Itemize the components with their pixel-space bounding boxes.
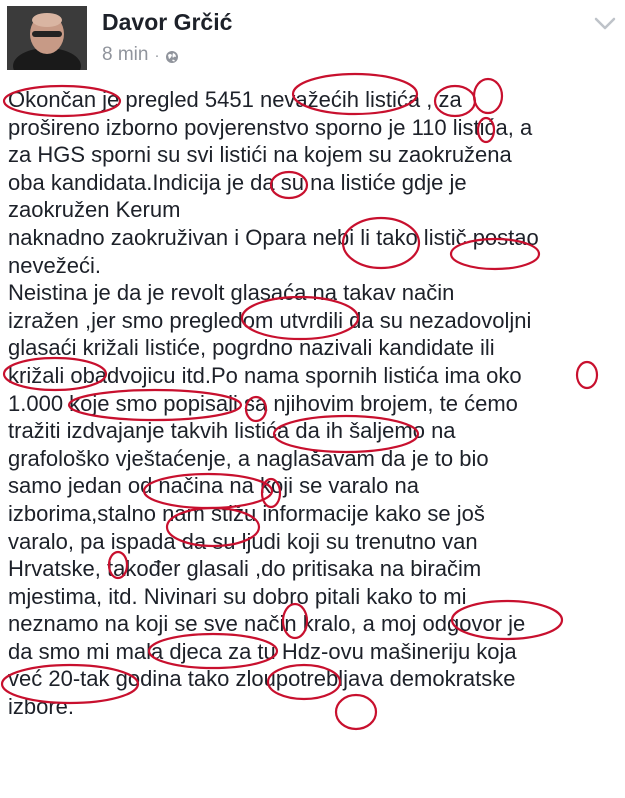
post-line: zaokružen Kerum <box>8 197 181 223</box>
post-line: Okončan je pregled 5451 nevažećih listića , za <box>8 87 462 112</box>
post-line: za HGS sporni su svi listići na kojem su zaokružena <box>8 142 512 168</box>
post-line: samo jedan od načina na koji se varalo na <box>8 473 419 499</box>
post-line: da smo mi mala djeca za tu Hdz-ovu mašineriju koja <box>8 638 517 664</box>
post-line: izražen ,jer smo pregledom utvrdili da su nezadovoljni <box>8 307 532 333</box>
post-line: prošireno izborno povjerenstvo sporno je 110 listića, a <box>8 114 533 140</box>
author-name[interactable]: Davor Grčić <box>102 9 233 35</box>
globe-icon[interactable] <box>165 48 179 62</box>
post-line: već 20-tak godina tako zloupotrebljava demokratske <box>8 666 516 692</box>
post-line: varalo, pa ispada da su ljudi koji su trenutno van <box>8 528 478 554</box>
post-line: glasaći križali listiće, pogrdno nazivali kandidate ili <box>8 335 495 361</box>
post-line: mjestima, itd. Nivinari su dobro pitali kako to mi <box>8 583 467 609</box>
post-line: Hrvatske, također glasali ,do pritisaka na biračim <box>8 556 482 582</box>
post-line: Neistina je da je revolt glasaća na takav način <box>8 280 455 306</box>
post-line: križali obadvojicu itd.Po nama spornih listića ima oko <box>8 362 522 388</box>
post-body <box>8 86 620 721</box>
post-line: izborima,stalno nam stižu informacije kako se još <box>8 500 485 526</box>
post-line: grafološko vještaćenje, a naglašavam da je to bio <box>8 445 489 471</box>
avatar[interactable] <box>7 6 87 70</box>
post-meta <box>102 44 179 66</box>
chevron-down-icon[interactable] <box>592 14 618 34</box>
post-line: naknadno zaokruživan i Opara nebi li tako listič postao <box>8 224 539 250</box>
post-line: tražiti izdvajanje takvih listića da ih šaljemo na <box>8 418 456 444</box>
post-line: nevežeći. <box>8 252 101 278</box>
avatar-photo <box>7 6 87 70</box>
post-line: neznamo na koji se sve način kralo, a moj odgovor je <box>8 611 526 637</box>
meta-separator: · <box>154 46 160 64</box>
post-line: izbore. <box>8 694 75 720</box>
post-line: oba kandidata.Indicija je da su na listiće gdje je <box>8 169 467 195</box>
post-time[interactable]: 8 min <box>102 44 149 65</box>
post-line: 1.000 koje smo popisali sa njihovim brojem, te ćemo <box>8 390 518 416</box>
